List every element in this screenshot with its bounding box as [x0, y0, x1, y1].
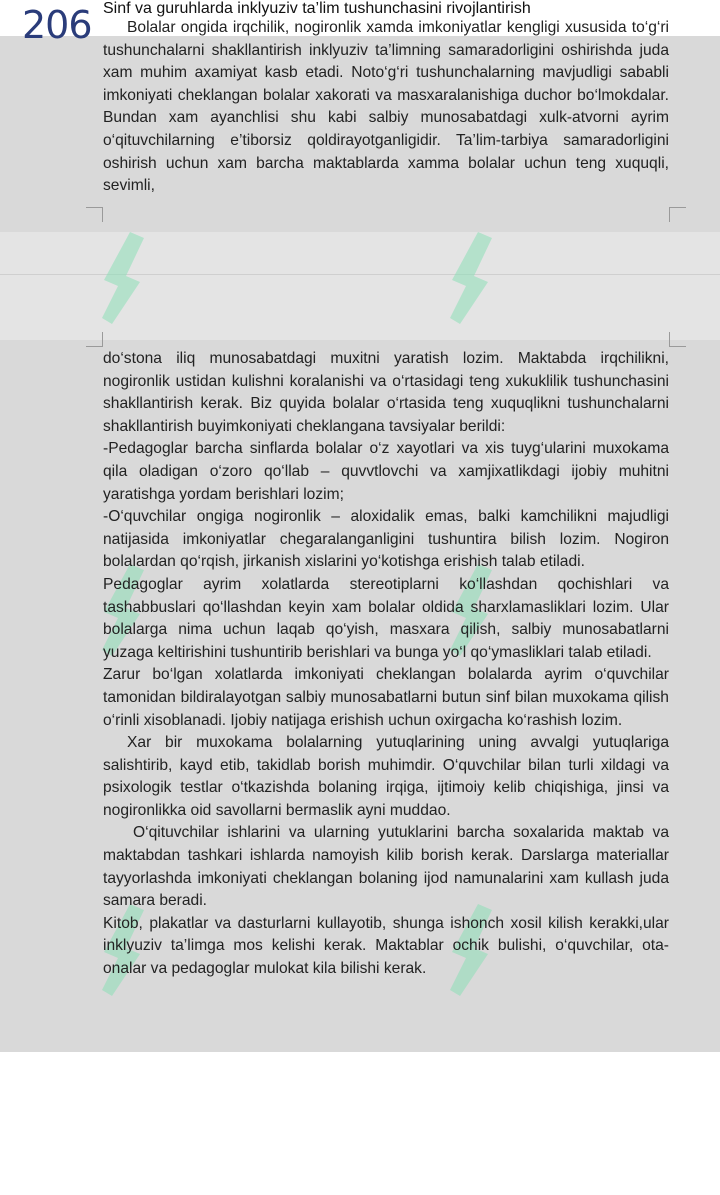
paragraph: Xar bir muxokama bolalarning yutuqlarining uning avvalgi yutuqlariga salishtirib, kayd etib, takidlab borish muhimdir. O‘quvchilar bilan turli xildagi va psixologik testlar o‘tkazishda bolaning irqiga, ijtimoiy kelib chiqishiga, jinsi va nogironlikka oid savollarni bermaslik ayni muddao.: [103, 734, 669, 819]
page-number: 206: [22, 3, 92, 47]
paragraph: O‘qituvchilar ishlarini va ularning yutuklarini barcha soxalarida maktab va maktabdan tashkari ishlarda namoyish kilib borish kerak. Darslarga materiallar tayyorlashda imkoniyati cheklangan bolaning ijod namunalarini xam kullash juda samara beradi.: [103, 824, 669, 910]
paragraph: Pedagoglar ayrim xolatlarda stereotiplarni ko‘llashdan qochishlari va tashabbuslari qo‘llashdan keyin xam bolalar oldida sharxlamasliklari lozim. Ular bolalarga nima uchun laqab qo‘yish, masxara qilish, salbiy munosabatlarni yuzaga keltirishini tushuntirib berishlari va bunga yo‘l qo‘ymasliklari talab etiladi.: [103, 575, 669, 661]
running-head: Sinf va guruhlarda inklyuziv ta’lim tushunchasini rivojlantirish: [103, 0, 531, 17]
crop-mark: [86, 332, 103, 347]
watermark-logo-icon: [440, 228, 504, 328]
paragraph: do‘stona iliq munosabatdagi muxitni yaratish lozim. Maktabda irqchilikni, nogironlik ustidan kulishni koralanishi va o‘rtasidagi teng xukuklilik tushunchasini shakllantirish kerak. Biz quyida bolalar o‘rtasida teng xuquqlikni tushunchalarni shakllantirish buyimkoniyati cheklangana tavsiyalar berildi:: [103, 350, 669, 435]
text-block-top: [103, 17, 669, 198]
paragraph: Kitob, plakatlar va dasturlarni kullayotib, shunga ishonch xosil kilish kerakki,ular inklyuziv ta’limga mos kelishi kerak. Maktablar ochik bulishi, o‘quvchilar, ota-onalar va pedagoglar mulokat kila bilishi kerak.: [103, 914, 669, 978]
text-block-bottom: [103, 348, 669, 981]
paragraph: Zarur bo‘lgan xolatlarda imkoniyati cheklangan bolalarda ayrim o‘quvchilar tamonidan bildiralayotgan salbiy munosabatlarni butun sinf bilan muxokama qilish o‘rinli xisoblanadi. Ijobiy natijaga erishish uchun oxirgacha ko‘rashish lozim.: [103, 666, 669, 729]
paragraph: -Pedagoglar barcha sinflarda bolalar o‘z xayotlari va xis tuyg‘ularini muxokama qila oladigan o‘zoro qo‘llab – quvvtlovchi va xamjixatlikdagi ijobiy muhitni yaratishga yordam berishlari lozim;: [103, 440, 669, 503]
watermark-logo-icon: [92, 228, 156, 328]
paragraph: Bolalar ongida irqchilik, nogironlik xamda imkoniyatlar kengligi xususida to‘g‘ri tushunchalarni shakllantirish inklyuziv ta’limning samaradorligini oshirishda juda xam muhim axamiyat kasb etadi. Noto‘g‘ri tushunchalarning mavjudligi sababli imkoniyati cheklangan bolalar xakorati va masxaralanishiga duchor bo‘lmokdalar. Bundan xam ayanchlisi shu kabi salbiy munosabatdagi xulk-atvorni ayrim o‘qituvchilarning e’tiborsiz qoldirayotganligidir. Ta’lim-tarbiya samaradorligini oshirish uchun xam barcha maktablarda xamma bolalar uchun teng xuquqli, sevimli,: [103, 19, 669, 195]
paragraph: -O‘quvchilar ongiga nogironlik – aloxidalik emas, balki kamchilikni majudligi natijasida imkoniyatlar chegaralanganligini tushuntira bilish lozim. Nogiron bolalardan qo‘rqish, jirkanish xislarini yo‘kotishga erishish talab etiladi.: [103, 508, 669, 571]
crop-mark: [669, 332, 686, 347]
crop-mark: [669, 207, 686, 222]
crop-mark: [86, 207, 103, 222]
